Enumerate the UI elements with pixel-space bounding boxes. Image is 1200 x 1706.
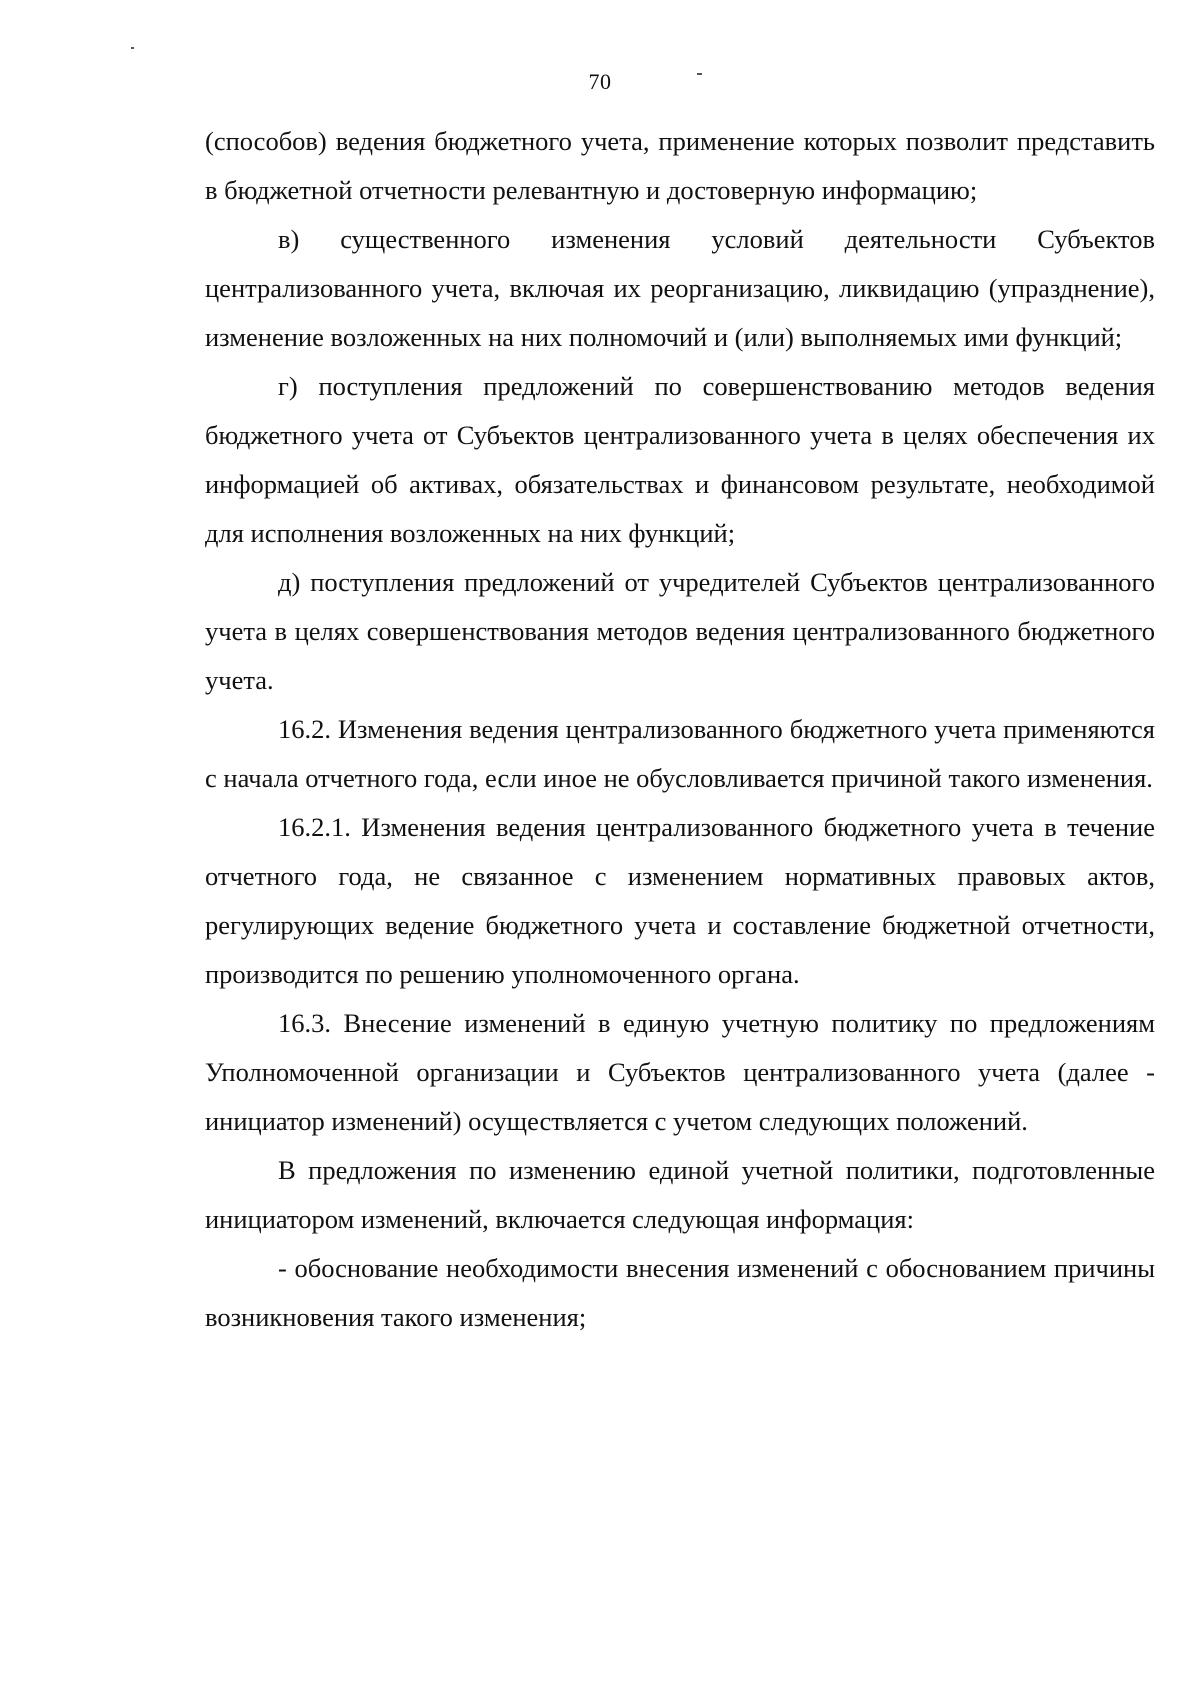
paragraph-continuation: (способов) ведения бюджетного учета, применение которых позволит представить в бюджетной отчетности релевантную и достоверную информацию; bbox=[205, 126, 1155, 205]
scan-speck bbox=[131, 47, 134, 49]
page-number: 70 bbox=[588, 69, 612, 94]
paragraph-item-g: г) поступления предложений по совершенствованию методов ведения бюджетного учета от Субъектов централизованного учета в целях обеспечения их информацией об активах, обязательствах и финансовом результате, необходимой для исполнения возложенных на них функций; bbox=[205, 371, 1155, 548]
paragraph-proposal-info: В предложения по изменению единой учетной политики, подготовленные инициатором изменений, включается следующая информация: bbox=[205, 1155, 1155, 1234]
paragraph-item-d: д) поступления предложений от учредителей Субъектов централизованного учета в целях совершенствования методов ведения централизованного бюджетного учета. bbox=[205, 567, 1155, 695]
paragraph-16-2-1: 16.2.1. Изменения ведения централизованного бюджетного учета в течение отчетного года, не связанное с изменением нормативных правовых актов, регулирующих ведение бюджетного учета и составление бюджетной отчетности, производится по решению уполномоченного органа. bbox=[205, 812, 1155, 989]
document-body bbox=[205, 117, 1155, 1342]
paragraph-item-v: в) существенного изменения условий деятельности Субъектов централизованного учета, включая их реорганизацию, ликвидацию (упразднение), изменение возложенных на них полномочий и (или) выполняемых ими функций; bbox=[205, 224, 1155, 352]
paragraph-16-3: 16.3. Внесение изменений в единую учетную политику по предложениям Уполномоченной организации и Субъектов централизованного учета (далее - инициатор изменений) осуществляется с учетом следующих положений. bbox=[205, 1008, 1155, 1136]
paragraph-dash-item: - обоснование необходимости внесения изменений с обоснованием причины возникновения такого изменения; bbox=[205, 1253, 1155, 1332]
paragraph-16-2: 16.2. Изменения ведения централизованного бюджетного учета применяются с начала отчетного года, если иное не обусловливается причиной такого изменения. bbox=[205, 714, 1155, 793]
